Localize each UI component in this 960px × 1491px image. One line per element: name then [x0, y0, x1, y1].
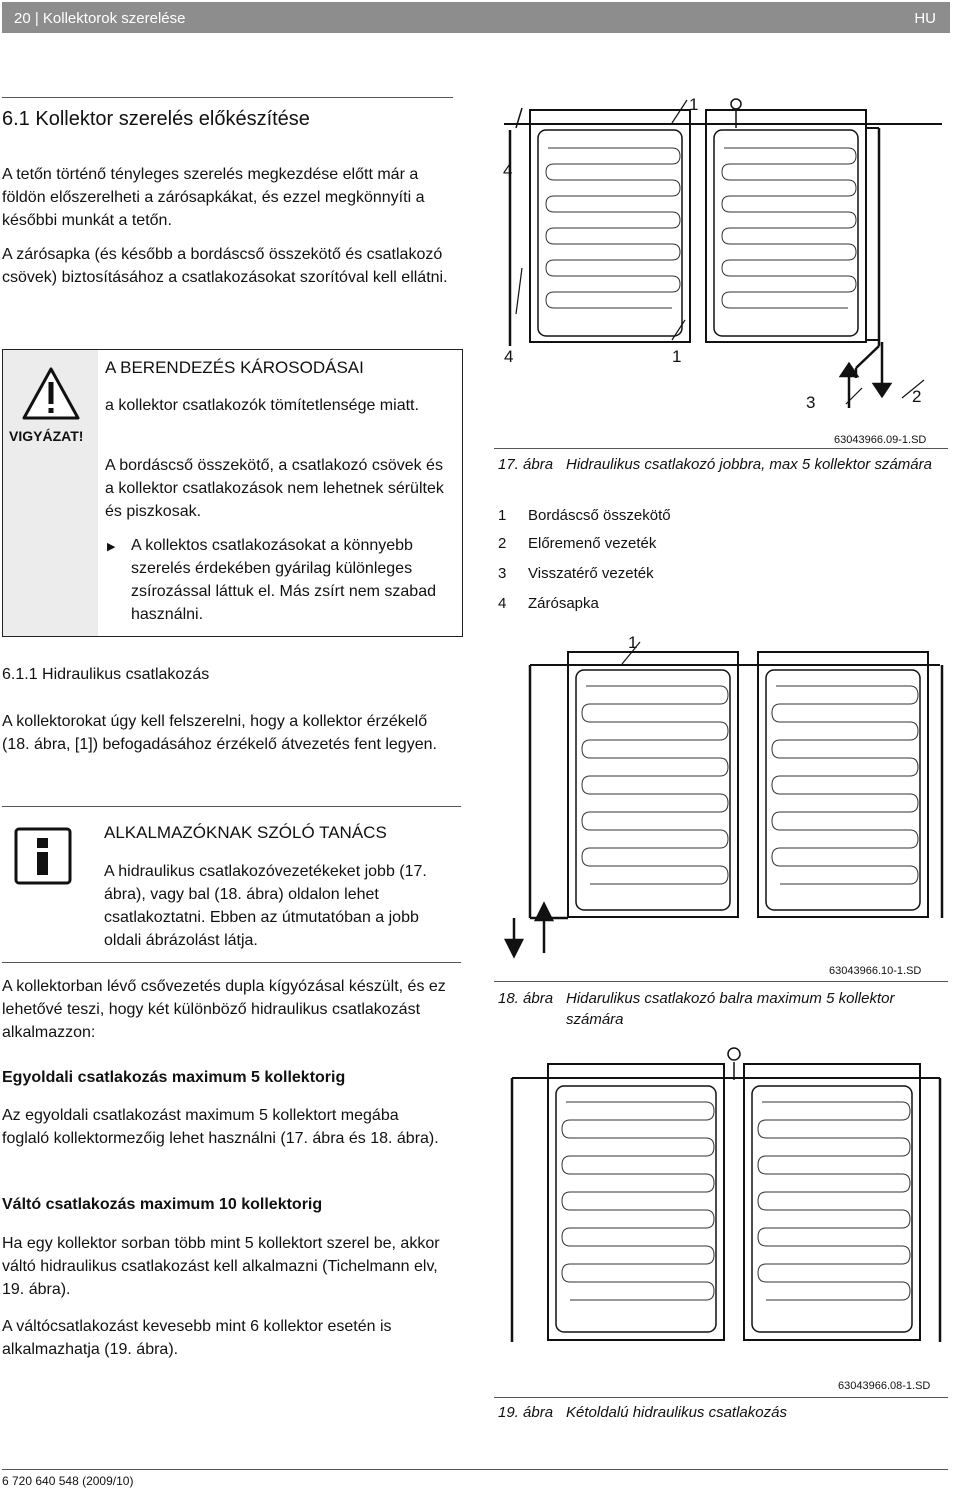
body-para-4: A váltócsatlakozást kevesebb mint 6 kollektor esetén is alkalmazhatja (19. ábra). [2, 1318, 392, 1358]
legend-number: 4 [498, 595, 507, 612]
legend-text: Visszatérő vezeték [528, 565, 654, 582]
fig17-label-4: 4 [503, 161, 513, 180]
body-heading-1: Egyoldali csatlakozás maximum 5 kollektorig [2, 1069, 346, 1086]
tip-text: A hidraulikus csatlakozóvezetékeket jobb (17. ábra), vagy bal (18. ábra) oldalon lehet csatlakoztatni. Ebben az útmutatóban a jobb oldali ábrázolást látja. [104, 863, 427, 949]
subsection-para: A kollektorokat úgy kell felszerelni, hogy a kollektor érzékelő (18. ábra, [1]) befogadásához érzékelő átvezetés fent legyen. [2, 713, 437, 753]
fig17-code: 63043966.09-1.SD [834, 434, 927, 446]
warning-bullet: A kollektos csatlakozásokat a könnyebb szerelés érdekében gyárilag különleges zsírozással láttuk el. Más zsírt nem szabad használni. [131, 537, 436, 623]
fig19-caption-text: Kétoldalú hidraulikus csatlakozás [566, 1404, 787, 1421]
divider [2, 806, 461, 807]
page-label: 20 | Kollektorok szerelése [14, 10, 186, 27]
body-para-1: A kollektorban lévő csővezetés dupla kígyózásal készült, és ez lehetővé teszi, hogy két különböző hidraulikus csatlakozást alkalmazzon: [2, 978, 446, 1041]
fig17-label-3: 3 [806, 393, 816, 412]
warning-text-2: A bordáscső összekötő, a csatlakozó csövek és a kollektor csatlakozások nem lehetnek sérültek és piszkosak. [105, 457, 444, 520]
legend-number: 3 [498, 565, 507, 582]
divider [2, 962, 461, 963]
fig17-caption-number: 17. ábra [498, 456, 554, 473]
figure-18-diagram [494, 628, 960, 968]
fig18-caption-number: 18. ábra [498, 990, 554, 1007]
fig18-label-1: 1 [628, 633, 638, 652]
warning-side-panel [3, 350, 98, 636]
figure-17-diagram [494, 88, 960, 448]
fig18-code: 63043966.10-1.SD [829, 965, 922, 977]
body-para-2: Az egyoldali csatlakozást maximum 5 kollektort megába foglaló kollektormezőig lehet használni (17. ábra és 18. ábra). [2, 1107, 439, 1147]
section-title: 6.1 Kollektor szerelés előkészítése [2, 108, 310, 130]
fig17-label-1: 1 [672, 347, 682, 366]
tip-title: ALKALMAZÓKNAK SZÓLÓ TANÁCS [104, 823, 387, 842]
legend-number: 1 [498, 507, 507, 524]
divider [494, 981, 948, 982]
info-icon [14, 827, 72, 885]
bullet-triangle-icon: ▶ [107, 541, 116, 553]
fig19-code: 63043966.08-1.SD [838, 1380, 931, 1392]
warning-label: VIGYÁZAT! [9, 428, 84, 444]
section-para-1: A tetőn történő tényleges szerelés megkezdése előtt már a földön előszerelheti a zárósapkákat, és ezzel megkönnyíti a későbbi munkát a tetőn. [2, 166, 425, 229]
legend-text: Bordáscső összekötő [528, 507, 671, 524]
footer-doc-number: 6 720 640 548 (2009/10) [2, 1474, 134, 1488]
section-para-2: A zárósapka (és később a bordáscső összekötő és csatlakozó csövek) biztosításához a csatlakozásokat szorítóval kell ellátni. [2, 246, 448, 286]
divider [2, 97, 453, 98]
legend-text: Zárósapka [528, 595, 599, 612]
fig17-label-1: 1 [689, 95, 699, 114]
warning-text-1: a kollektor csatlakozók tömítetlensége miatt. [105, 397, 419, 414]
body-para-3: Ha egy kollektor sorban több mint 5 kollektort szerel be, akkor váltó hidraulikus csatlakozást kell alkalmazni (Tichelmann elv, 19. ábra). [2, 1235, 440, 1298]
figure-19-diagram [494, 1042, 960, 1382]
legend-number: 2 [498, 535, 507, 552]
fig17-caption-text: Hidraulikus csatlakozó jobbra, max 5 kollektor számára [566, 456, 932, 473]
fig17-label-2: 2 [912, 387, 922, 406]
fig18-caption-text: Hidarulikus csatlakozó balra maximum 5 kollektor számára [566, 990, 895, 1028]
body-heading-2: Váltó csatlakozás maximum 10 kollektorig [2, 1196, 323, 1213]
warning-title: A BERENDEZÉS KÁROSODÁSAI [105, 358, 364, 377]
warning-triangle-icon [21, 366, 81, 422]
footer-divider [2, 1469, 948, 1470]
legend-text: Előremenő vezeték [528, 535, 657, 552]
language-code: HU [914, 10, 936, 27]
divider [494, 448, 948, 449]
fig17-label-4: 4 [504, 347, 514, 366]
subsection-title: 6.1.1 Hidraulikus csatlakozás [2, 666, 210, 683]
divider [494, 1397, 948, 1398]
fig19-caption-number: 19. ábra [498, 1404, 554, 1421]
page-header [2, 2, 950, 33]
warning-box [2, 349, 463, 637]
